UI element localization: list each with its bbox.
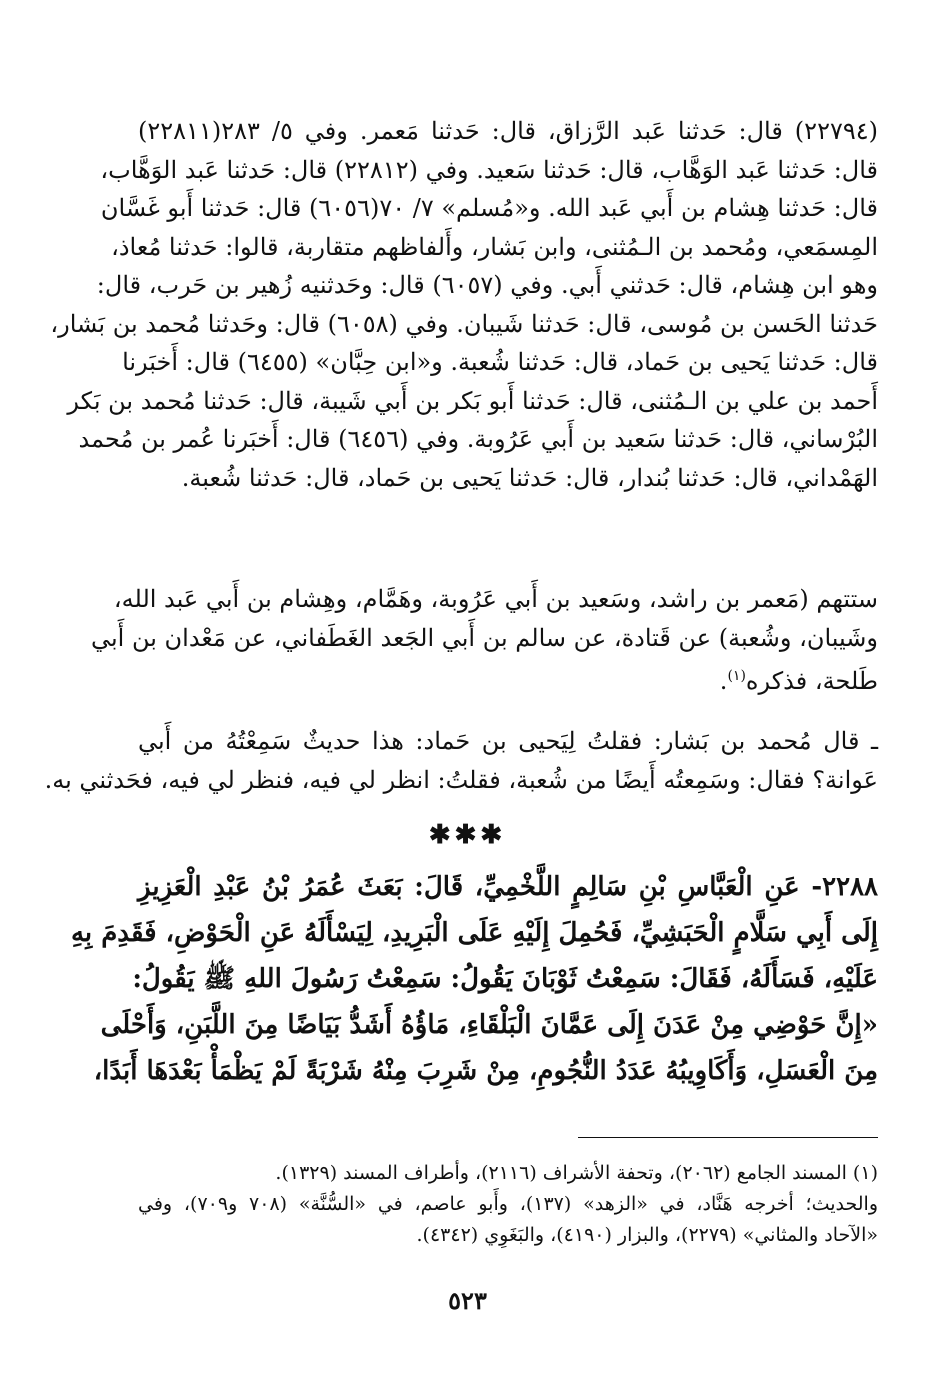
- footnote-marker: (١): [727, 668, 746, 684]
- page-number: ٥٢٣: [448, 1286, 487, 1315]
- comment-paragraph: [44, 722, 878, 799]
- summary-paragraph: [90, 580, 878, 696]
- section-separator: ✱✱✱: [428, 820, 507, 850]
- footnotes: [138, 1158, 878, 1251]
- text-line: حَدثنا الحَسن بن مُوسى، قال: حَدثنا شَيبان. وفي (٦٠٥٨) قال: وحَدثنا مُحمد بن بَشار،: [50, 309, 878, 338]
- text-line: عَوانة؟ فقال: وسَمِعتُه أَيضًا من شُعبة، فقلتُ: انظر لي فيه، فنظر لي فيه، فحَدثني به.: [44, 765, 878, 794]
- text-line: البُرْساني، قال: حَدثنا سَعيد بن أَبي عَرُوبة. وفي (٦٤٥٦) قال: أَخبَرنا عُمر بن مُحمد: [78, 425, 878, 453]
- footnote-line: والحديث؛ أخرجه هَنَّاد، في «الزهد» (١٣٧)، وأَبو عاصم، في «السُّنَّة» (٧٠٨ و٧٠٩)، وفي: [138, 1193, 878, 1215]
- text-line: قال: حَدثنا يَحيى بن حَماد، قال: حَدثنا شُعبة. و«ابن حِبَّان» (٦٤٥٥) قال: أَخبَرنا: [122, 348, 878, 376]
- text-line: أَحمد بن علي بن الـمُثنى، قال: حَدثنا أَبو بَكر بن أَبي شَيبة، قال: حَدثنا مُحمد بن بَكر: [67, 386, 878, 415]
- hadith-line: إِلَى أَبِي سَلَّامٍ الْحَبَشِيِّ، فَحُمِلَ إِلَيْهِ عَلَى الْبَرِيدِ، لِيَسْأَلَهُ عَنِ الْحَوْضِ، فَقَدِمَ بِهِ: [70, 918, 878, 948]
- footnote-divider: [578, 1137, 878, 1138]
- footnote-line: (١) المسند الجامع (٢٠٦٢)، وتحفة الأشراف (٢١١٦)، وأطراف المسند (١٣٢٩).: [275, 1162, 878, 1184]
- text-line: قال: حَدثنا عَبد الوَهَّاب، قال: حَدثنا سَعيد. وفي (٢٢٨١٢) قال: حَدثنا عَبد الوَهَّاب،: [100, 155, 878, 184]
- hadith-text: [70, 864, 878, 1094]
- isnad-paragraph: [50, 112, 878, 497]
- hadith-line: «إِنَّ حَوْضِي مِنْ عَدَنَ إِلَى عَمَّانَ الْبَلْقَاءِ، مَاؤُهُ أَشَدُّ بَيَاضًا مِنَ اللَّبَنِ، وَأَحْلَى: [100, 1010, 878, 1040]
- text-line: الهَمْداني، قال: حَدثنا بُندار، قال: حَدثنا يَحيى بن حَماد، قال: حَدثنا شُعبة.: [181, 463, 878, 492]
- text-line: ستتهم (مَعمر بن راشد، وسَعيد بن أَبي عَرُوبة، وهَمَّام، وهِشام بن أَبي عَبد الله،: [113, 585, 878, 613]
- text-line: قال: حَدثنا هِشام بن أَبي عَبد الله. و«مُسلم» ٧/ ٧٠(٦٠٥٦) قال: حَدثنا أَبو غَسَّان: [100, 194, 878, 222]
- text-line: وهو ابن هِشام، قال: حَدثني أَبي. وفي (٦٠٥٧) قال: وحَدثنيه زُهير بن حَرب، قال:: [96, 271, 878, 299]
- text-line: (٢٢٧٩٤) قال: حَدثنا عَبد الرَّزاق، قال: حَدثنا مَعمر. وفي ٥/ ٢٨٣(٢٢٨١١): [138, 117, 878, 145]
- footnote-line: «الآحاد والمثاني» (٢٢٧٩)، والبزار (٤١٩٠)، والبَغَوِي (٤٣٤٢).: [416, 1224, 878, 1246]
- text-line: وشَيبان، وشُعبة) عن قَتادة، عن سالم بن أَبي الجَعد الغَطَفاني، عن مَعْدان بن أَبي: [90, 623, 878, 652]
- text-line: طَلحة، فذكره$^{(١)}$.: [719, 667, 878, 695]
- hadith-line: مِنَ الْعَسَلِ، وَأَكَاوِيبُهُ عَدَدُ النُّجُومِ، مِنْ شَرِبَ مِنْهُ شَرْبَةً لَمْ يَظْمَأْ بَعْدَهَا أَبَدًا،: [93, 1056, 878, 1086]
- hadith-line: عَلَيْهِ، فَسَأَلَهُ، فَقَالَ: سَمِعْتُ ثَوْبَانَ يَقُولُ: سَمِعْتُ رَسُولَ اللهِ ﷺ يَقُولُ:: [132, 964, 878, 994]
- text-fragment: طَلحة، فذكره: [745, 667, 878, 695]
- text-line: ـ قال مُحمد بن بَشار: فقلتُ لِيَحيى بن حَماد: هذا حديثٌ سَمِعْتُهُ من أَبي: [138, 727, 878, 755]
- hadith-line: ٢٢٨٨- عَنِ الْعَبَّاسِ بْنِ سَالِمٍ اللَّخْمِيِّ، قَالَ: بَعَثَ عُمَرُ بْنُ عَبْدِ الْعَزِيزِ: [138, 872, 878, 902]
- text-line: المِسمَعي، ومُحمد بن الـمُثنى، وابن بَشار، وأَلفاظهم متقاربة، قالوا: حَدثنا مُعاذ،: [111, 232, 878, 261]
